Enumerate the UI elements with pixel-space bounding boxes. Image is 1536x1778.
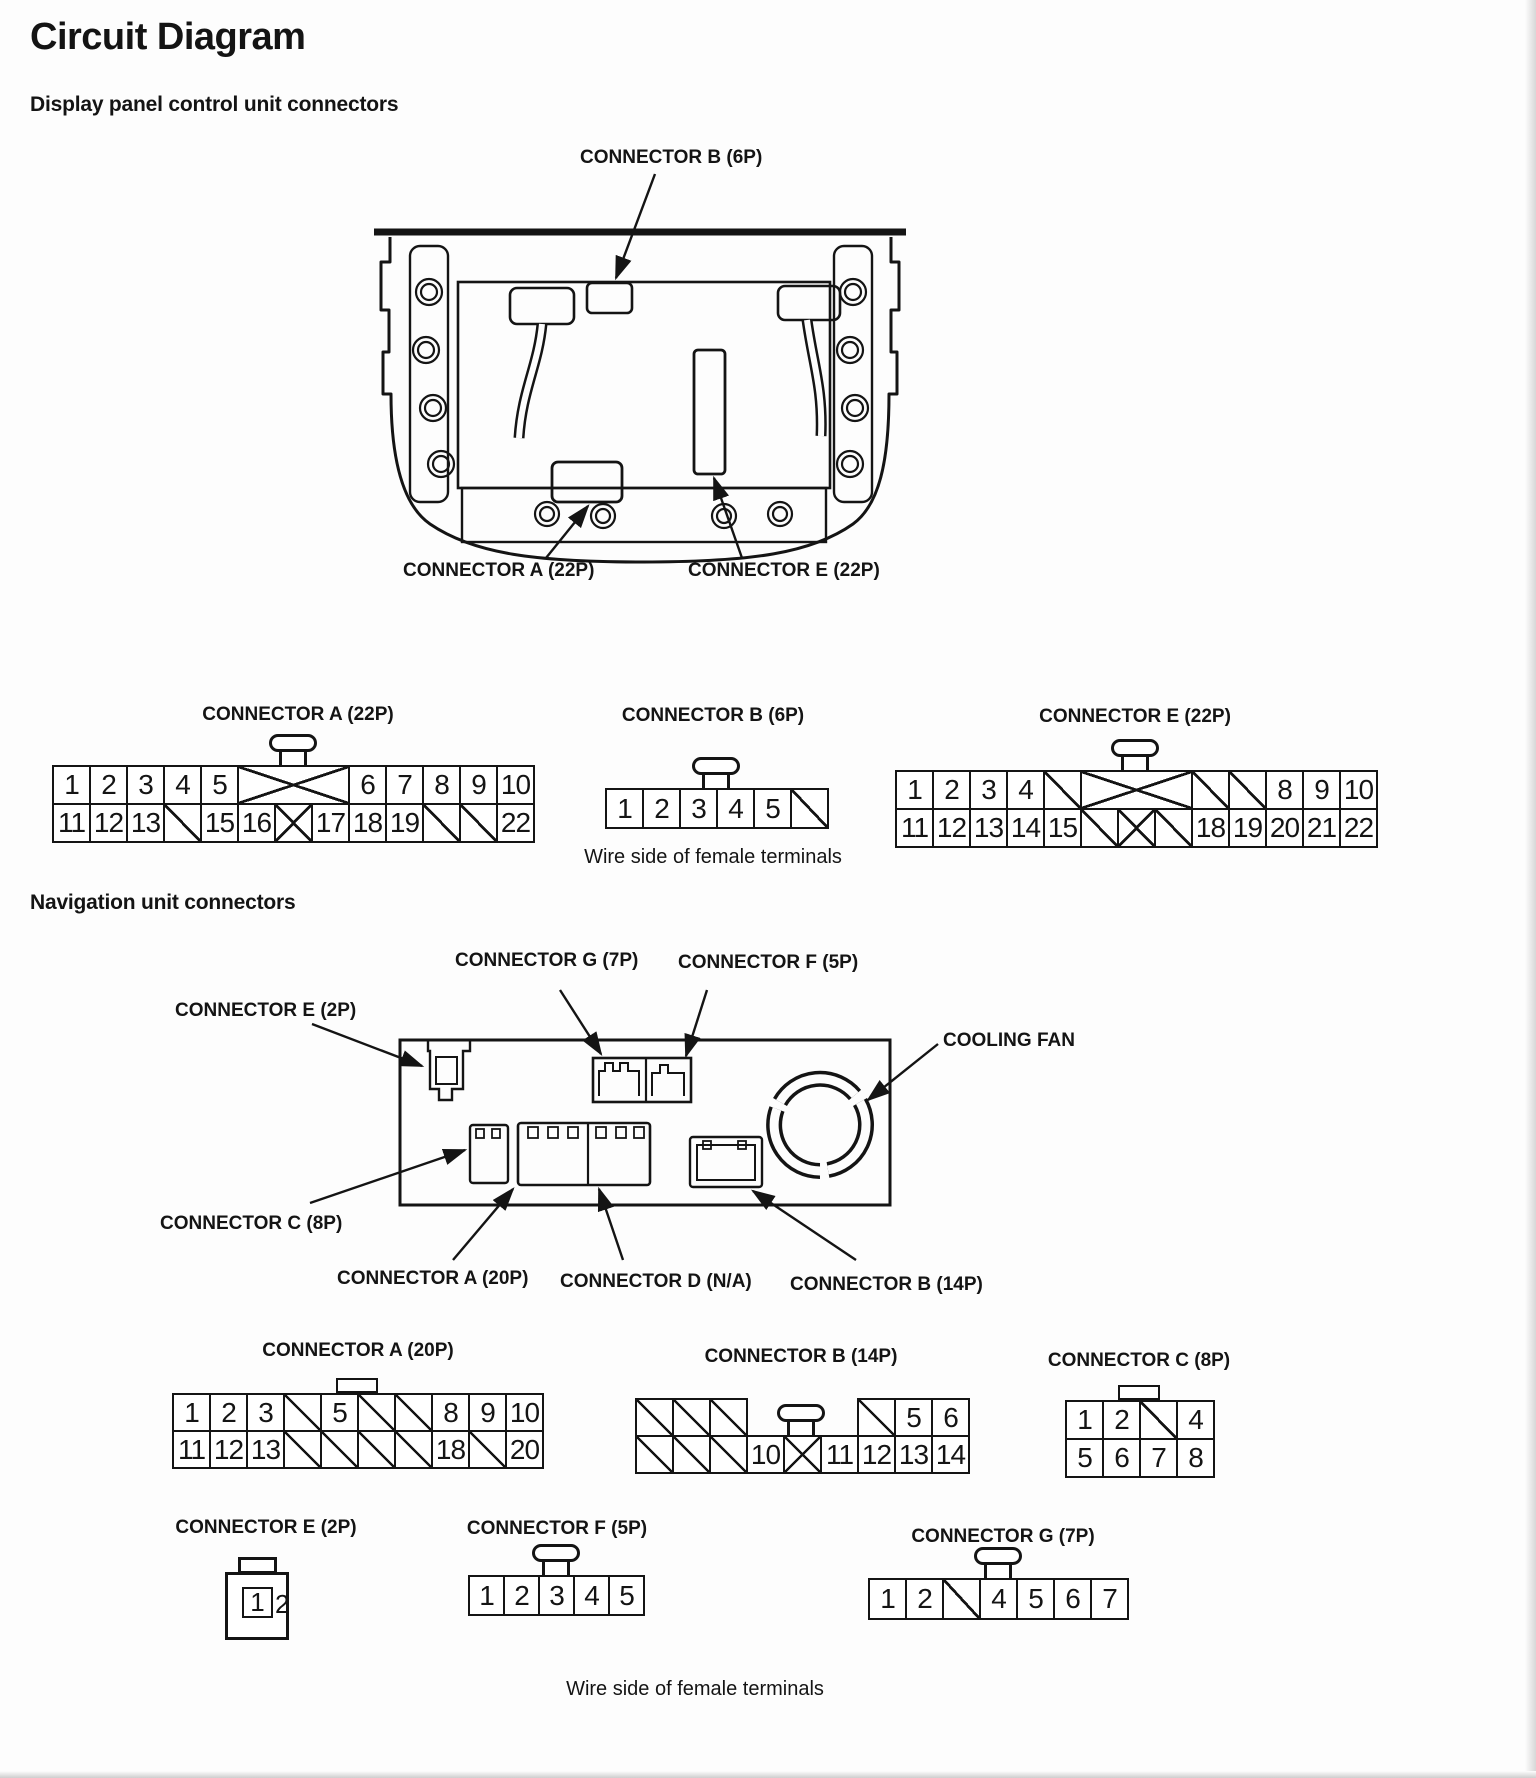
pin-7: 7 bbox=[385, 765, 424, 805]
pin-blocked bbox=[709, 1435, 748, 1474]
pin-12: 12 bbox=[857, 1435, 896, 1474]
pin-1: 1 bbox=[605, 788, 644, 829]
nav-conn-f-5p-tab bbox=[542, 1560, 570, 1575]
cooling-fan-blades bbox=[774, 1079, 866, 1171]
pin-6: 6 bbox=[1102, 1438, 1141, 1478]
pin-5: 5 bbox=[320, 1393, 359, 1432]
nav-conn-c-8p-title: CONNECTOR C (8P) bbox=[1047, 1350, 1231, 1371]
pin-3: 3 bbox=[538, 1575, 575, 1616]
pin-12: 12 bbox=[209, 1430, 248, 1469]
arrow-to-connector-a bbox=[546, 506, 588, 558]
nav-conn-b-14p-tab bbox=[787, 1420, 815, 1435]
pin-1: 1 bbox=[52, 765, 91, 805]
pin-blocked bbox=[942, 1578, 981, 1620]
display-unit-drawing bbox=[350, 140, 950, 605]
nav-conn-e-2p-title: CONNECTOR E (2P) bbox=[175, 1517, 357, 1538]
display-conn-a-22p-title: CONNECTOR A (22P) bbox=[202, 704, 394, 725]
arrow-to-nav-connector-e bbox=[312, 1024, 422, 1066]
pin-blocked bbox=[857, 1398, 896, 1437]
pin-15: 15 bbox=[200, 803, 239, 843]
pin-5: 5 bbox=[1016, 1578, 1055, 1620]
pin-14: 14 bbox=[931, 1435, 970, 1474]
pin-3: 3 bbox=[246, 1393, 285, 1432]
pin-5: 5 bbox=[200, 765, 239, 805]
nav-connector-e-socket bbox=[428, 1040, 470, 1100]
pin-19: 19 bbox=[385, 803, 424, 843]
pin-3: 3 bbox=[679, 788, 718, 829]
pin-blocked bbox=[1043, 770, 1082, 810]
pin-16: 16 bbox=[237, 803, 276, 843]
pin-6: 6 bbox=[931, 1398, 970, 1437]
pin-14: 14 bbox=[1006, 808, 1045, 848]
nav-label-connector-c: CONNECTOR C (8P) bbox=[160, 1213, 343, 1234]
pin-blocked bbox=[635, 1398, 674, 1437]
nav-callout-arrows bbox=[310, 990, 938, 1260]
pin-2: 2 bbox=[905, 1578, 944, 1620]
pin-18: 18 bbox=[1191, 808, 1230, 848]
pin-9: 9 bbox=[1302, 770, 1341, 810]
nav-label-connector-g: CONNECTOR G (7P) bbox=[455, 950, 639, 971]
arrow-to-nav-connector-c bbox=[310, 1150, 465, 1203]
pin-10: 10 bbox=[746, 1435, 785, 1474]
pin-1: 1 bbox=[1065, 1400, 1104, 1440]
pin-22: 22 bbox=[1339, 808, 1378, 848]
pin-19: 19 bbox=[1228, 808, 1267, 848]
arrow-to-cooling-fan bbox=[868, 1044, 938, 1100]
pin-blocked bbox=[1117, 808, 1156, 848]
pin-20: 20 bbox=[505, 1430, 544, 1469]
arrow-to-nav-connector-f bbox=[686, 990, 707, 1056]
display-conn-b-6p-title: CONNECTOR B (6P) bbox=[621, 705, 805, 726]
nav-label-connector-a: CONNECTOR A (20P) bbox=[337, 1268, 529, 1289]
pin-13: 13 bbox=[126, 803, 165, 843]
pin-9: 9 bbox=[459, 765, 498, 805]
pin-10: 10 bbox=[1339, 770, 1378, 810]
nav-connector-f-socket bbox=[652, 1065, 684, 1096]
pin-blocked bbox=[672, 1435, 711, 1474]
connector-e-socket bbox=[694, 350, 725, 474]
pin-1: 1 bbox=[172, 1393, 211, 1432]
pin-blocked bbox=[163, 803, 202, 843]
pin-18: 18 bbox=[431, 1430, 470, 1469]
pin-11: 11 bbox=[172, 1430, 211, 1469]
pin-1: 1 bbox=[468, 1575, 505, 1616]
display-conn-e-22p-title: CONNECTOR E (22P) bbox=[1039, 706, 1231, 727]
pin-18: 18 bbox=[348, 803, 387, 843]
pin-1: 1 bbox=[895, 770, 934, 810]
pin-6: 6 bbox=[348, 765, 387, 805]
pin-blocked bbox=[1228, 770, 1267, 810]
screw-bosses bbox=[413, 279, 868, 528]
pin-1: 1 bbox=[868, 1578, 907, 1620]
pin-8: 8 bbox=[1176, 1438, 1215, 1478]
nav-label-connector-e: CONNECTOR E (2P) bbox=[175, 1000, 357, 1021]
pin-3: 3 bbox=[969, 770, 1008, 810]
pin-blocked bbox=[237, 765, 350, 805]
nav-unit-drawing bbox=[140, 940, 1050, 1312]
page-title: Circuit Diagram bbox=[30, 16, 306, 58]
pin-13: 13 bbox=[246, 1430, 285, 1469]
pin-21: 21 bbox=[1302, 808, 1341, 848]
pin-blocked bbox=[394, 1430, 433, 1469]
arrow-to-nav-connector-b bbox=[753, 1191, 856, 1260]
pin-2: 2 bbox=[209, 1393, 248, 1432]
pin-blocked bbox=[672, 1398, 711, 1437]
wire-side-caption-top: Wire side of female terminals bbox=[584, 846, 842, 868]
nav-label-connector-f: CONNECTOR F (5P) bbox=[678, 952, 859, 973]
pin-13: 13 bbox=[969, 808, 1008, 848]
pin-blocked bbox=[459, 803, 498, 843]
scan-edge-bottom bbox=[0, 1771, 1536, 1778]
pin-blocked bbox=[783, 1435, 822, 1474]
pin-5: 5 bbox=[1065, 1438, 1104, 1478]
pin-7: 7 bbox=[1090, 1578, 1129, 1620]
pin-9: 9 bbox=[468, 1393, 507, 1432]
pin-blocked bbox=[357, 1393, 396, 1432]
display-conn-b-6p-tab bbox=[702, 773, 730, 788]
pin-8: 8 bbox=[422, 765, 461, 805]
pin-5: 5 bbox=[753, 788, 792, 829]
pin-4: 4 bbox=[979, 1578, 1018, 1620]
nav-conn-a-20p-tab bbox=[336, 1378, 378, 1393]
nav-connector-e-cavity bbox=[436, 1057, 457, 1084]
pin-13: 13 bbox=[894, 1435, 933, 1474]
wire-side-caption-bottom: Wire side of female terminals bbox=[566, 1678, 824, 1700]
pin-4: 4 bbox=[163, 765, 202, 805]
pin-blocked bbox=[320, 1430, 359, 1469]
display-top-left-socket bbox=[510, 288, 574, 324]
pin-4: 4 bbox=[1176, 1400, 1215, 1440]
pin-blocked bbox=[709, 1398, 748, 1437]
pin-blocked bbox=[468, 1430, 507, 1469]
pin-blocked bbox=[1080, 808, 1119, 848]
pin-22: 22 bbox=[496, 803, 535, 843]
pin-10: 10 bbox=[505, 1393, 544, 1432]
arrow-to-nav-connector-g bbox=[560, 990, 601, 1054]
pin-7: 7 bbox=[1139, 1438, 1178, 1478]
nav-conn-c-8p-tab bbox=[1118, 1385, 1160, 1400]
pin-15: 15 bbox=[1043, 808, 1082, 848]
pin-blocked bbox=[274, 803, 313, 843]
pin-2: 2 bbox=[932, 770, 971, 810]
nav-top-socket-block bbox=[593, 1058, 691, 1102]
pin-blocked bbox=[283, 1393, 322, 1432]
nav-conn-b-14p-title: CONNECTOR B (14P) bbox=[704, 1346, 898, 1367]
pin-11: 11 bbox=[52, 803, 91, 843]
display-bottom-strip bbox=[462, 488, 826, 542]
arrow-to-connector-b bbox=[616, 174, 655, 278]
pin-8: 8 bbox=[1265, 770, 1304, 810]
pin-1: 1 bbox=[242, 1587, 273, 1618]
display-label-connector-e: CONNECTOR E (22P) bbox=[688, 560, 880, 581]
pin-blocked bbox=[1139, 1400, 1178, 1440]
pin-10: 10 bbox=[496, 765, 535, 805]
pin-8: 8 bbox=[431, 1393, 470, 1432]
section-nav-heading: Navigation unit connectors bbox=[30, 891, 296, 914]
nav-label-connector-d: CONNECTOR D (N/A) bbox=[560, 1271, 752, 1292]
pin-blocked bbox=[394, 1393, 433, 1432]
pin-20: 20 bbox=[1265, 808, 1304, 848]
pin-5: 5 bbox=[608, 1575, 645, 1616]
display-inner-panel bbox=[458, 282, 830, 488]
nav-label-cooling-fan: COOLING FAN bbox=[943, 1030, 1075, 1051]
pin-11: 11 bbox=[820, 1435, 859, 1474]
pin-4: 4 bbox=[573, 1575, 610, 1616]
pin-blocked bbox=[1154, 808, 1193, 848]
pin-blocked bbox=[357, 1430, 396, 1469]
nav-conn-a-20p-title: CONNECTOR A (20P) bbox=[262, 1340, 454, 1361]
pin-5: 5 bbox=[894, 1398, 933, 1437]
pin-2: 2 bbox=[1102, 1400, 1141, 1440]
nav-conn-f-5p-title: CONNECTOR F (5P) bbox=[466, 1518, 648, 1539]
connector-b-socket bbox=[587, 283, 632, 313]
display-label-connector-b: CONNECTOR B (6P) bbox=[580, 147, 763, 168]
nav-conn-g-7p-tab bbox=[984, 1563, 1012, 1578]
pin-2: 2 bbox=[89, 765, 128, 805]
pin-2: 2 bbox=[503, 1575, 540, 1616]
pin-blocked bbox=[283, 1430, 322, 1469]
pin-blocked bbox=[635, 1435, 674, 1474]
pin-blocked bbox=[1080, 770, 1193, 810]
section-display-heading: Display panel control unit connectors bbox=[30, 93, 399, 116]
pin-4: 4 bbox=[716, 788, 755, 829]
pin-2: 2 bbox=[642, 788, 681, 829]
arrow-to-nav-connector-d bbox=[599, 1189, 623, 1260]
display-conn-e-22p-tab bbox=[1121, 755, 1149, 770]
display-conn-a-22p-tab bbox=[279, 750, 307, 765]
arrow-to-nav-connector-a bbox=[453, 1189, 513, 1260]
pin-blocked bbox=[1191, 770, 1230, 810]
pin-6: 6 bbox=[1053, 1578, 1092, 1620]
pin-12: 12 bbox=[932, 808, 971, 848]
pin-blocked bbox=[790, 788, 829, 829]
nav-conn-g-7p-title: CONNECTOR G (7P) bbox=[911, 1526, 1095, 1547]
pin-12: 12 bbox=[89, 803, 128, 843]
nav-label-connector-b: CONNECTOR B (14P) bbox=[790, 1274, 983, 1295]
pin-11: 11 bbox=[895, 808, 934, 848]
pin-2: 2 bbox=[275, 1589, 290, 1619]
nav-connector-g-socket bbox=[599, 1063, 639, 1096]
pin-3: 3 bbox=[126, 765, 165, 805]
connector-a-socket bbox=[552, 462, 622, 502]
pin-17: 17 bbox=[311, 803, 350, 843]
pin-blocked bbox=[422, 803, 461, 843]
display-label-connector-a: CONNECTOR A (22P) bbox=[403, 560, 595, 581]
scan-edge-right bbox=[1525, 0, 1536, 1778]
pin-4: 4 bbox=[1006, 770, 1045, 810]
